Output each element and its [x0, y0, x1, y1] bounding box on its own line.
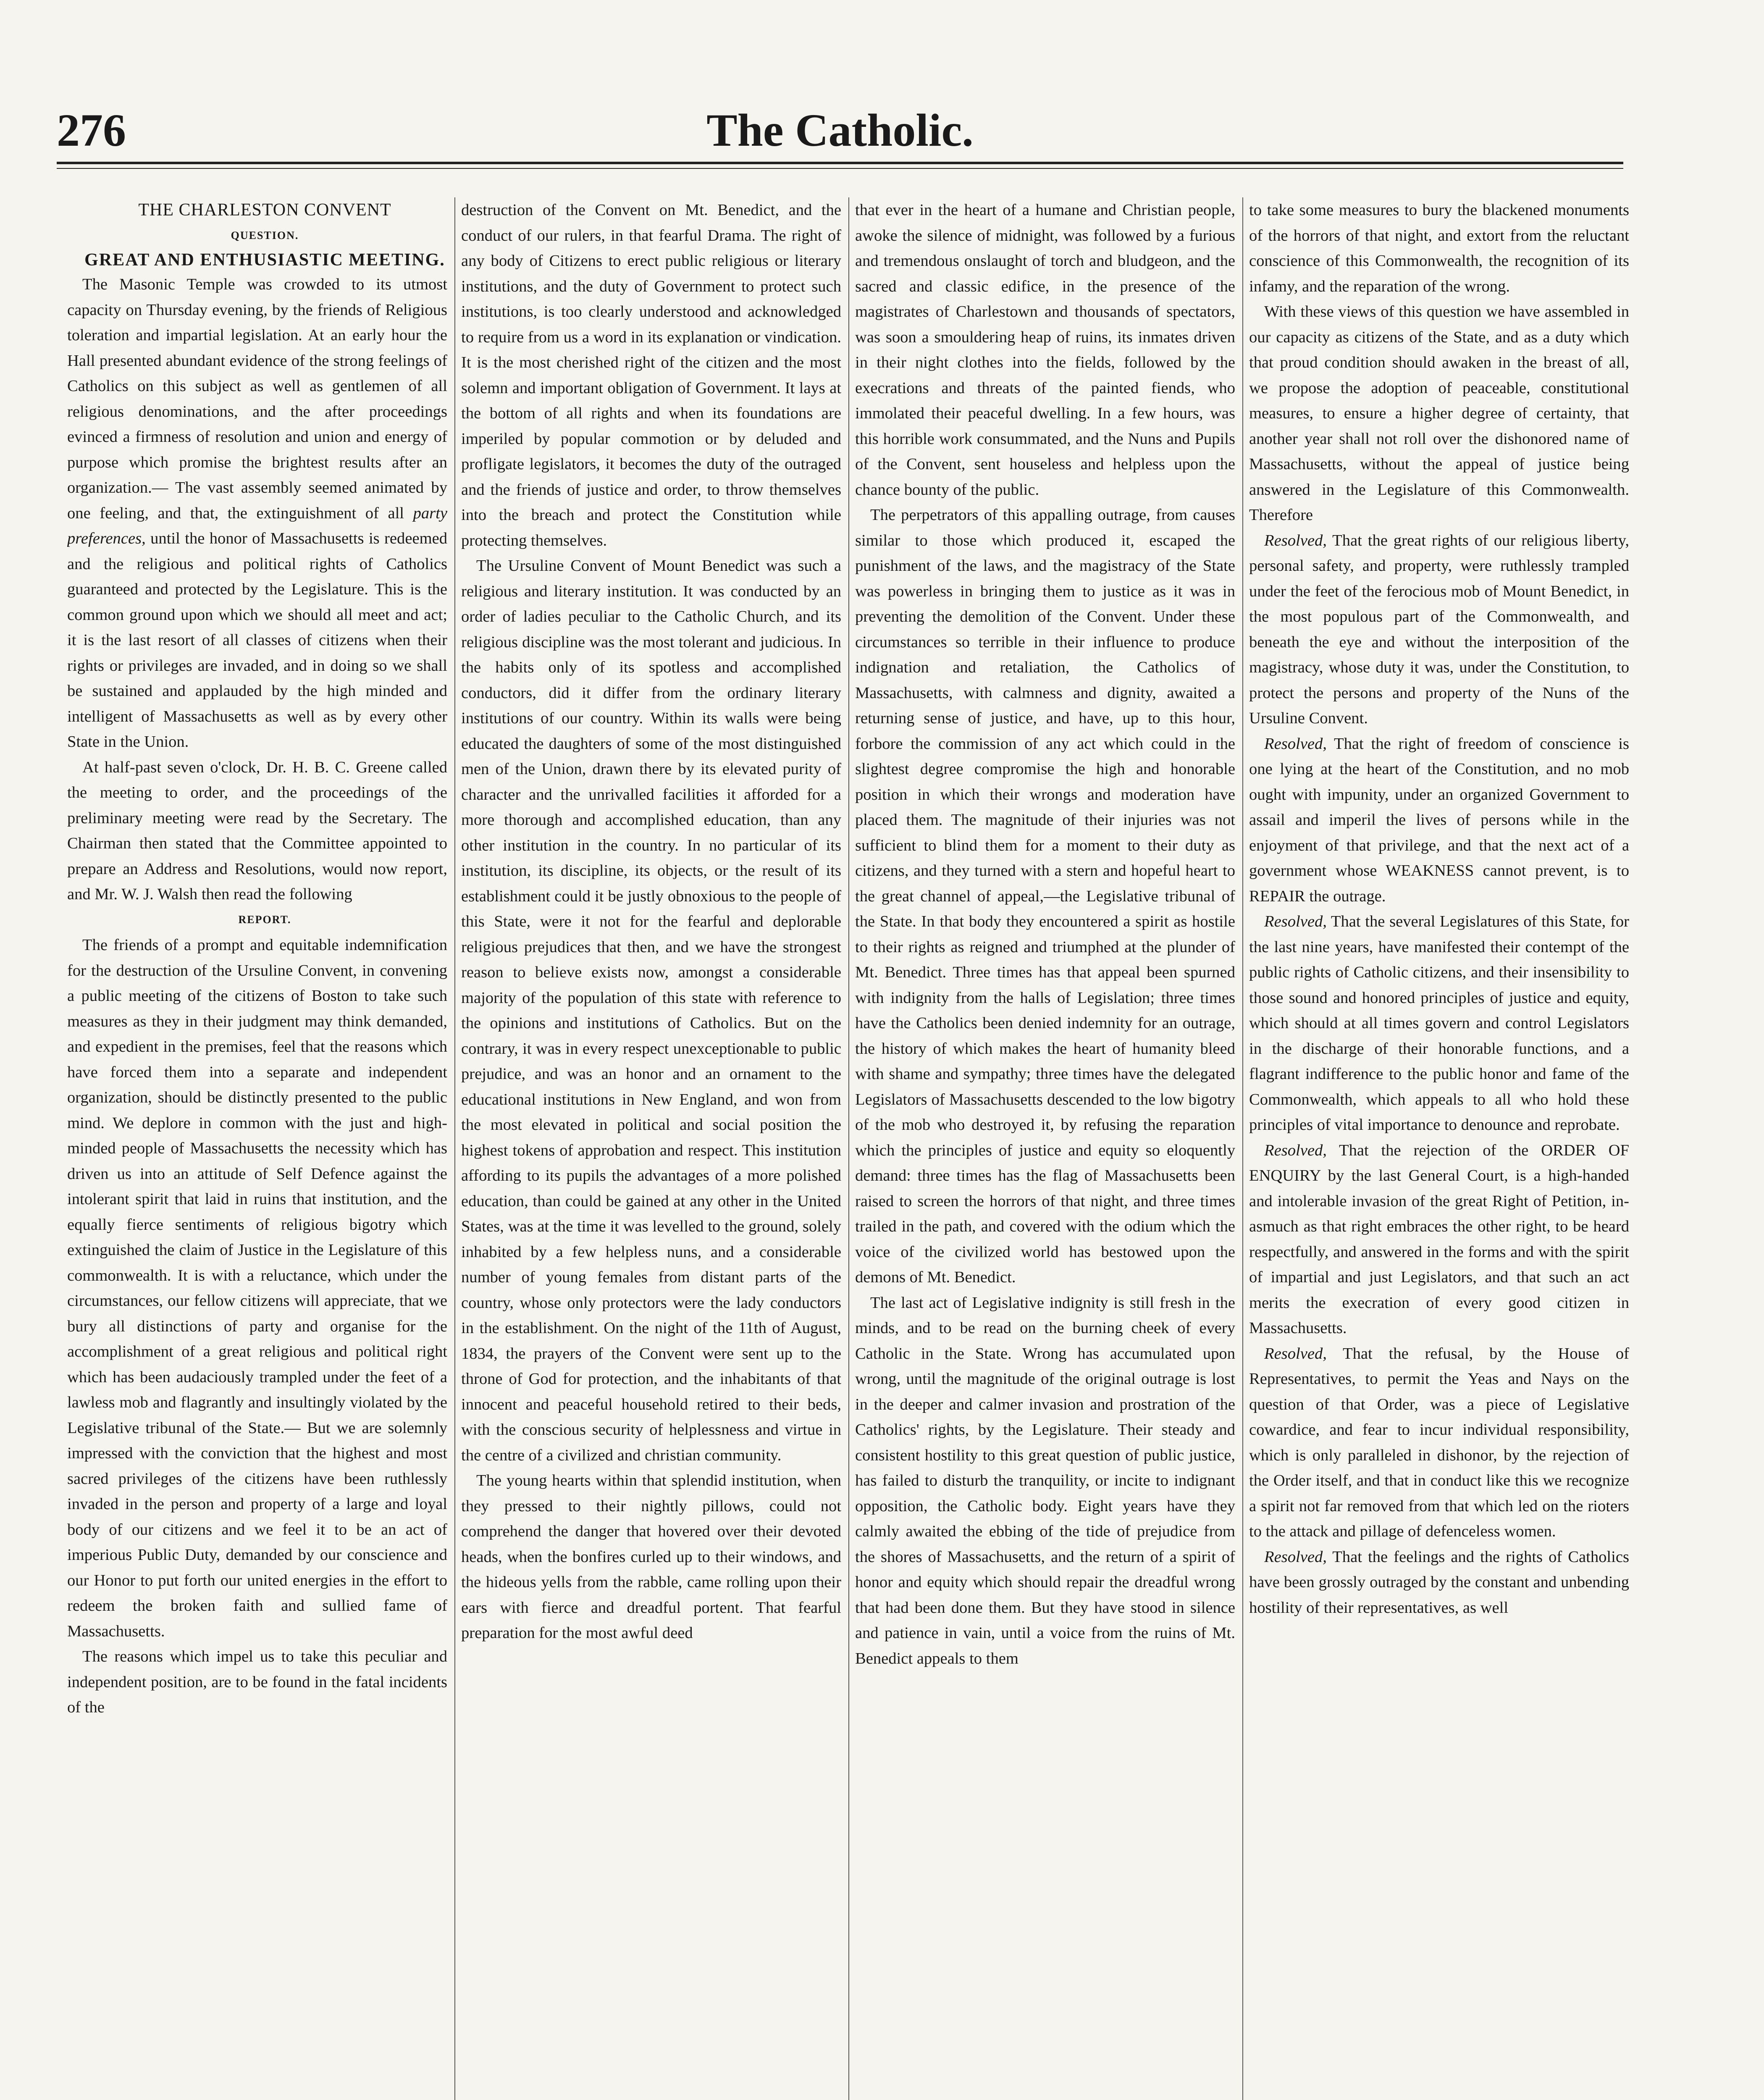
paragraph: that ever in the heart of a humane and Christian people, awoke the silence of midnight, was followed by a furious and tremendous onslaught of torch and bludgeon, and the sacred and classic edifice, in the presence of the magistrates of Charlestown and thousands of spectators, was soon a smouldering heap of ruins, its inmates driven in their night clothes into the fields, followed by the execrations and threats of the painted fiends, who immolated their peaceful dwelling. In a few hours, was this horrible work consummated, and the Nuns and Pupils of the Convent, sent houseless and helpless upon the chance bounty of the public.: [855, 201, 1235, 499]
resolution: Resolved, That the refusal, by the House of Representatives, to permit the Yeas and Nays on the question of that Order, was a piece of Legislative cowardice, and fear to incur individual responsibility, which is only paralleled in dishonor, by the rejection of the Order itself, and that in conduct like this we recognize a spirit not far removed from that which led on the rioters to the attack and pillage of defenceless women.: [1249, 1344, 1629, 1540]
resolution: Resolved, That the feelings and the rights of Catholics have been grossly outraged by the constant and unbending hostility of their representatives, as well: [1249, 1548, 1629, 1617]
resolution: Resolved, That the rejection of the ORDER OF ENQUIRY by the last General Court, is a high-handed and intolerable invasion of the great Right of Petition, in-asmuch as that right embraces the other right, to be heard respectfully, and answered in the forms and with the spirit of impartial and just Legislators, and that such an act merits the execration of every good citizen in Massachusetts.: [1249, 1141, 1629, 1337]
paragraph: destruction of the Convent on Mt. Benedict, and the conduct of our rulers, in that fearful Drama. The right of any body of Citizens to erect public religious or literary institutions, and the duty of Government to protect such institutions, is too clearly understood and acknowledged to require from us a word in its explanation or vindication. It is the most cherished right of the citizen and the most solemn and important obligation of Government. It lays at the bottom of all rights and when its foundations are imperiled by popular commotion or by deluded and profligate legislators, it becomes the duty of the outraged and the friends of justice and order, to throw themselves into the breach and protect the Constitution while protecting themselves.: [461, 201, 841, 549]
journal-title: The Catholic.: [706, 105, 974, 156]
report-heading: REPORT.: [238, 913, 291, 926]
paragraph: to take some measures to bury the blackened monuments of the horrors of that night, and extort from the reluctant conscience of this Commonwealth, the recognition of its infamy, and the reparation of the wrong.: [1249, 201, 1629, 295]
page-number: 276: [57, 105, 126, 156]
column-1: [67, 197, 447, 2100]
masthead: [57, 105, 1623, 155]
resolution: Resolved, That the right of freedom of conscience is one lying at the heart of the Constitution, and no mob ought with impunity, under an organized Government to assail and imperil the lives of persons while in the enjoyment of that privilege, and that the next act of a government whose WEAKNESS cannot prevent, is to REPAIR the outrage.: [1249, 735, 1629, 905]
article-columns: [67, 197, 1630, 2100]
paragraph: The young hearts within that splendid institution, when they pressed to their nightly pillows, could not comprehend the danger that hovered over their devoted heads, when the bonfires curled up to their windows, and the hideous yells from the rabble, came rolling upon their ears with fierce and dreadful portent. That fearful preparation for the most awful deed: [461, 1472, 841, 1642]
column-4: [1249, 197, 1629, 2100]
masthead-rule-thin: [57, 168, 1623, 169]
paragraph: The last act of Legislative indignity is still fresh in the minds, and to be read on the burning cheek of every Catholic in the State. Wrong has accumulated upon wrong, until the magnitude of the original outrage is lost in the deeper and calmer invasion and prostration of the Catholics' rights, by the Legislature. Their steady and consistent hostility to this great question of public justice, has failed to disturb the tranquility, or incite to indignant opposition, the Catholic body. Eight years have they calmly awaited the ebbing of the tide of prejudice from the shores of Massachusetts, and the return of a spirit of honor and equity which should repair the dreadful wrong that had been done them. But they have stood in silence and patience in vain, until a voice from the ruins of Mt. Benedict appeals to them: [855, 1294, 1235, 1667]
paragraph: The friends of a prompt and equitable indemnification for the destruction of the Ursuline Convent, in convening a public meeting of the citizens of Boston to take such measures as they in their judgment may think demanded, and expedient in the premises, feel that the reasons which have forced them into a separate and independent organization, should be distinctly presented to the public mind. We deplore in common with the just and high-minded people of Massachusetts the necessity which has driven us into an attitude of Self Defence against the intolerant spirit that laid in ruins that institution, and the equally fierce sentiments of religious bigotry which extinguished the claim of Justice in the Legislature of this commonwealth. It is with a reluctance, which under the circumstances, our fellow citizens will appreciate, that we bury all distinctions of party and organise for the accomplishment of a great religious and political right which has been audaciously trampled under the feet of a lawless mob and flagrantly and insultingly violated by the Legislative tribunal of the State.— But we are solemnly impressed with the conviction that the highest and most sacred privileges of the citizens have been ruthlessly invaded in the person and property of a large and loyal body of our citizens and we feel it to be an act of imperious Public Duty, demanded by our conscience and our Honor to put forth our united energies in the effort to redeem the broken faith and sullied fame of Massachusetts.: [67, 936, 447, 1640]
paragraph: The perpetrators of this appalling outrage, from causes similar to those which produced it, escaped the punishment of the laws, and the magistracy of the State was powerless in bringing them to justice as it was in preventing the demolition of the Convent. Under these circumstances so terrible in their influence to produce indignation and retaliation, the Catholics of Massachusetts, with calmness and dignity, awaited a returning sense of justice, and have, up to this hour, forbore the commission of any act which could in the slightest degree compromise the high and honorable position in which their wrongs and moderation have placed them. The magnitude of their injuries was not sufficient to blind them for a moment to their duty as citizens, and they turned with a stern and hopeful heart to the great channel of appeal,—the Legislative tribunal of the State. In that body they encountered a spirit as hostile to their rights as reigned and triumphed at the plunder of Mt. Benedict. Three times has that appeal been spurned with indignity from the halls of Legislation; three times have the Catholics been denied indemnity for an outrage, the history of which makes the heart of humanity bleed with shame and sympathy; three times have the delegated Legislators of Massachusetts descended to the low bigotry of the mob who destroyed it, by refusing the reparation which the principles of justice and equity so eloquently demand: three times has the flag of Massachusetts been raised to screen the horrors of that night, and three times trailed in the path, and covered with the odium which the voice of the civilized world has bestowed upon the demons of Mt. Benedict.: [855, 506, 1235, 1286]
article-title: THE CHARLESTON CONVENT: [138, 200, 391, 220]
column-divider: [848, 197, 849, 2100]
column-divider: [1242, 197, 1243, 2100]
article-title-sub: QUESTION.: [231, 229, 299, 242]
masthead-rule-thick: [57, 162, 1623, 164]
column-3: [855, 197, 1235, 2100]
column-2: [461, 197, 841, 2100]
paragraph: At half-past seven o'clock, Dr. H. B. C. Greene called the meeting to order, and the proceedings of the preliminary meeting were read by the Secretary. The Chairman then stated that the Committee appointed to prepare an Address and Resolutions, would now report, and Mr. W. J. Walsh then read the following: [67, 758, 447, 903]
column-divider: [454, 197, 455, 2100]
paragraph: The Masonic Temple was crowded to its utmost capacity on Thursday evening, by the friends of Religious toleration and impartial legislation. At an early hour the Hall presented abundant evidence of the strong feelings of Catholics on this subject as well as gentlemen of all religious denominations, and the after proceedings evinced a firmness of resolution and union and energy of purpose which promise the brightest results after an organization.— The vast assembly seemed animated by one feeling, and that, the extinguishment of all party preferences, until the honor of Massachusetts is redeemed and the religious and political rights of Catholics guaranteed and protected by the Legislature. This is the common ground upon which we should all meet and act; it is the last resort of all classes of citizens when their rights or privileges are invaded, and in doing so we shall be sustained and applauded by the high minded and intelligent of Massachusetts as well as by every other State in the Union.: [67, 276, 447, 751]
article-headline: GREAT AND ENTHUSIASTIC MEETING.: [84, 250, 445, 270]
paragraph: The reasons which impel us to take this peculiar and independent position, are to be found in the fatal incidents of the: [67, 1648, 447, 1716]
paragraph: With these views of this question we have assembled in our capacity as citizens of the State, and as a duty which that proud condition should awaken in the breast of all, we propose the adoption of peaceable, constitutional measures, to ensure a higher degree of certainty, that another year shall not roll over the dishonored name of Massachusetts, without the appeal of justice being answered in the Legislature of this Commonwealth. Therefore: [1249, 303, 1629, 524]
paragraph: The Ursuline Convent of Mount Benedict was such a religious and literary institution. It was conducted by an order of ladies peculiar to the Catholic Church, and its religious discipline was the most tolerant and judicious. In the habits only of its spotless and accomplished conductors, did it differ from the ordinary literary institutions of our country. Within its walls were being educated the daughters of some of the most distinguished men of the Union, drawn there by its elevated purity of character and the unrivalled facilities it afforded for a more thorough and accomplished education, than any other institution in the country. In no particular of its institution, its discipline, its objects, or the result of its establishment could it be justly obnoxious to the people of this State, were it not for the fearful and deplorable religious prejudices that then, and we have the strongest reason to believe exists now, amongst a considerable majority of the population of this state with reference to the opinions and institutions of Catholics. But on the contrary, it was in every respect unexceptionable to public prejudice, and was an honor and an ornament to the educational institutions in New England, and won from the most elevated in political and social position the highest tokens of approbation and respect. This institution affording to its pupils the advantages of a more polished education, than could be gained at any other in the United States, was at the time it was levelled to the ground, solely inhabited by a few helpless nuns, and a considerable number of young females from distant parts of the country, whose only protectors were the lady conductors in the establishment. On the night of the 11th of August, 1834, the prayers of the Convent were sent up to the throne of God for protection, and the inhabitants of that innocent and peaceful household retired to their beds, with the conscious security of helplessness and virtue in the centre of a civilized and christian community.: [461, 557, 841, 1464]
resolution: Resolved, That the several Legislatures of this State, for the last nine years, have manifested their contempt of the public rights of Catholic citizens, and their insensibility to those sound and honored principles of justice and equity, which should at all times govern and control Legislators in the discharge of their honorable functions, and a flagrant indifference to the public honor and fame of the Commonwealth, which appeals to all who hold these principles of vital importance to denounce and reprobate.: [1249, 913, 1629, 1134]
resolution: Resolved, That the great rights of our religious liberty, personal safety, and property, were ruthlessly trampled under the feet of the ferocious mob of Mount Benedict, in the most populous part of the Commonwealth, and beneath the eye and without the interposition of the magistracy, whose duty it was, under the Constitution, to protect the persons and property of the Nuns of the Ursuline Convent.: [1249, 531, 1629, 727]
